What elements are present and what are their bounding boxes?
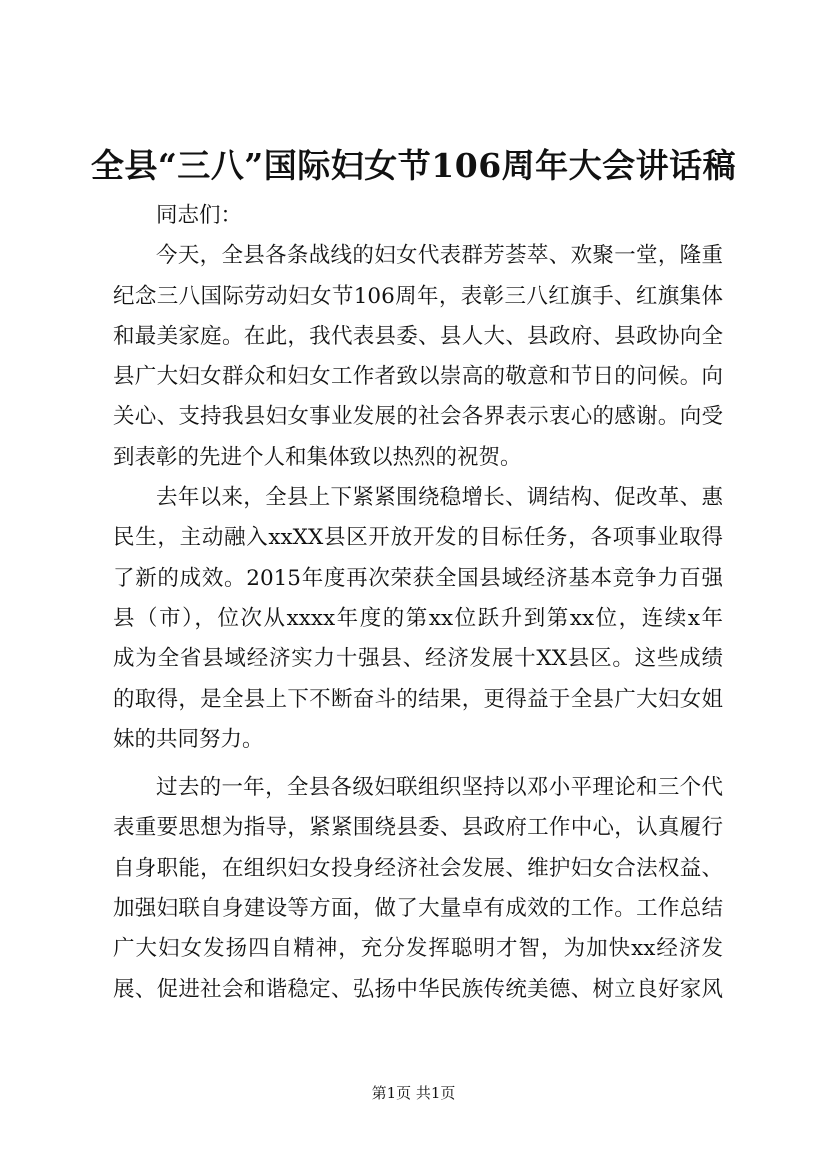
paragraph-3-line-4: 加强妇联自身建设等方面，做了大量卓有成效的工作。工作总结: [113, 896, 723, 922]
page-footer: 第1页 共1页: [371, 1084, 456, 1102]
paragraph-2-line-5: 成为全省县域经济实力十强县、经济发展十XX县区。这些成绩: [113, 646, 723, 672]
paragraph-2-line-2: 民生，主动融入xxXX县区开放开发的目标任务，各项事业取得: [113, 525, 723, 551]
paragraph-3-line-5: 广大妇女发扬四自精神，充分发挥聪明才智，为加快xx经济发: [113, 936, 723, 962]
document-body: [113, 196, 723, 1010]
paragraph-3-line-2: 表重要思想为指导，紧紧围绕县委、县政府工作中心，认真履行: [113, 815, 723, 841]
paragraph-2-line-3: 了新的成效。2015年度再次荣获全国县域经济基本竞争力百强: [113, 565, 723, 591]
paragraph-1-line-2: 纪念三八国际劳动妇女节106周年，表彰三八红旗手、红旗集体: [113, 283, 723, 309]
paragraph-2-line-1: 去年以来，全县上下紧紧围绕稳增长、调结构、促改革、惠: [156, 485, 723, 511]
paragraph-1-line-6: 到表彰的先进个人和集体致以热烈的祝贺。: [113, 444, 522, 470]
paragraph-2-line-6: 的取得，是全县上下不断奋斗的结果，更得益于全县广大妇女姐: [113, 686, 723, 712]
greeting-line: 同志们：: [156, 203, 243, 228]
paragraph-2-line-7: 妹的共同努力。: [113, 726, 264, 752]
paragraph-gap: [113, 760, 723, 768]
paragraph-3-line-1: 过去的一年，全县各级妇联组织坚持以邓小平理论和三个代: [156, 775, 723, 801]
paragraph-1-line-5: 关心、支持我县妇女事业发展的社会各界表示衷心的感谢。向受: [113, 404, 723, 430]
paragraph-1-line-4: 县广大妇女群众和妇女工作者致以崇高的敬意和节日的问候。向: [113, 364, 723, 390]
paragraph-1-line-3: 和最美家庭。在此，我代表县委、县人大、县政府、县政协向全: [113, 323, 723, 349]
paragraph-3-line-6: 展、促进社会和谐稳定、弘扬中华民族传统美德、树立良好家风: [113, 976, 723, 1002]
paragraph-2-line-4: 县（市），位次从xxxx年度的第xx位跃升到第xx位，连续x年: [113, 605, 723, 631]
paragraph-1-line-1: 今天，全县各条战线的妇女代表群芳荟萃、欢聚一堂，隆重: [156, 243, 723, 269]
paragraph-3-line-3: 自身职能，在组织妇女投身经济社会发展、维护妇女合法权益、: [113, 855, 723, 881]
document-title: 全县“三八”国际妇女节106周年大会讲话稿: [90, 146, 737, 185]
